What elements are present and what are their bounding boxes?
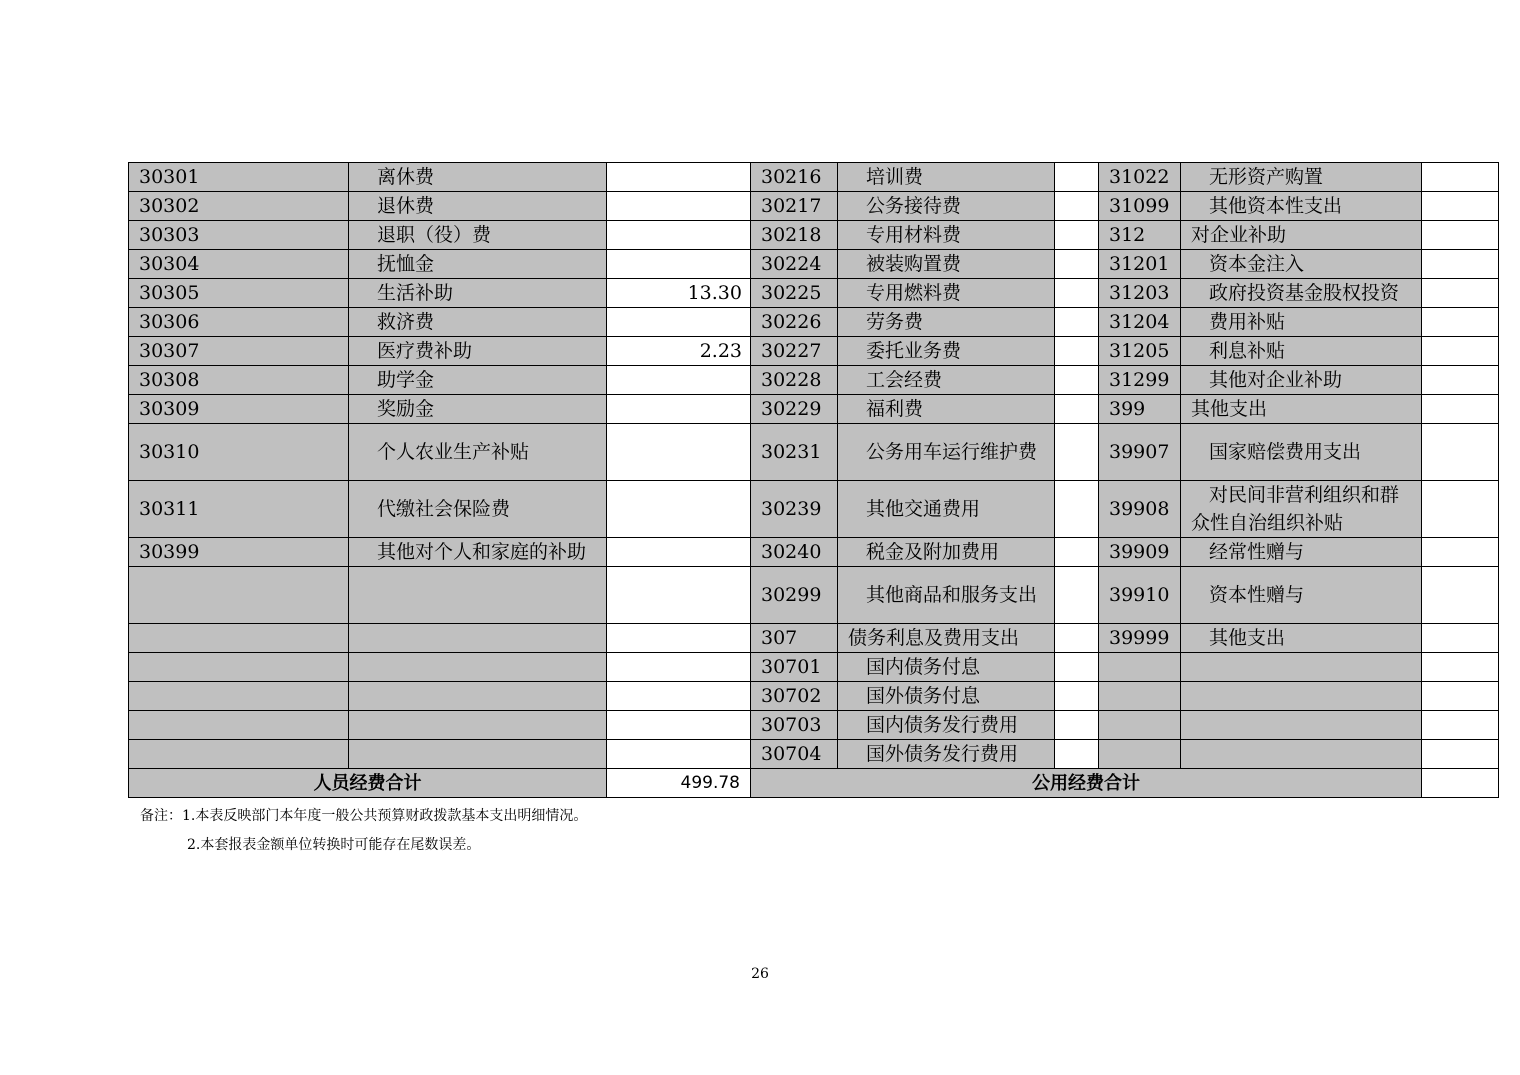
name-cell-2: 国外债务付息: [838, 682, 1055, 711]
value-cell-3: [1422, 366, 1499, 395]
table-row: [129, 308, 1499, 337]
code-cell-1: 30303: [129, 221, 349, 250]
name-cell-3: 资本性赠与: [1181, 567, 1422, 624]
code-cell-3: 31022: [1099, 163, 1181, 192]
code-cell-3: 31203: [1099, 279, 1181, 308]
code-cell-1: [129, 624, 349, 653]
personnel-total-label: 人员经费合计: [129, 769, 607, 798]
value-cell-3: [1422, 481, 1499, 538]
code-cell-3: [1099, 682, 1181, 711]
value-cell-1: [607, 221, 751, 250]
name-cell-2: 培训费: [838, 163, 1055, 192]
code-cell-2: 30225: [751, 279, 838, 308]
name-cell-2: 债务利息及费用支出: [838, 624, 1055, 653]
value-cell-2: [1055, 567, 1099, 624]
code-cell-3: 31099: [1099, 192, 1181, 221]
name-cell-2: 国内债务付息: [838, 653, 1055, 682]
code-cell-1: 30310: [129, 424, 349, 481]
code-cell-3: [1099, 653, 1181, 682]
code-cell-2: 30227: [751, 337, 838, 366]
code-cell-2: 30224: [751, 250, 838, 279]
table-row: [129, 366, 1499, 395]
code-cell-1: 30399: [129, 538, 349, 567]
value-cell-3: [1422, 682, 1499, 711]
table-row: [129, 538, 1499, 567]
name-cell-2: 税金及附加费用: [838, 538, 1055, 567]
value-cell-3: [1422, 395, 1499, 424]
value-cell-3: [1422, 567, 1499, 624]
value-cell-3: [1422, 279, 1499, 308]
name-cell-1: 抚恤金: [349, 250, 607, 279]
name-cell-2: 委托业务费: [838, 337, 1055, 366]
code-cell-1: 30305: [129, 279, 349, 308]
table-body: [129, 163, 1499, 769]
name-cell-1: 助学金: [349, 366, 607, 395]
value-cell-2: [1055, 624, 1099, 653]
code-cell-3: 39909: [1099, 538, 1181, 567]
table-row: [129, 279, 1499, 308]
value-cell-1: [607, 711, 751, 740]
code-cell-2: 30226: [751, 308, 838, 337]
code-cell-2: 30703: [751, 711, 838, 740]
code-cell-1: 30302: [129, 192, 349, 221]
value-cell-1: [607, 308, 751, 337]
name-cell-1: 其他对个人和家庭的补助: [349, 538, 607, 567]
value-cell-3: [1422, 163, 1499, 192]
table-row: [129, 653, 1499, 682]
code-cell-2: 30216: [751, 163, 838, 192]
note-line-1: 备注：1.本表反映部门本年度一般公共预算财政拨款基本支出明细情况。: [140, 808, 588, 824]
value-cell-3: [1422, 250, 1499, 279]
name-cell-2: 工会经费: [838, 366, 1055, 395]
code-cell-1: 30307: [129, 337, 349, 366]
code-cell-2: 30299: [751, 567, 838, 624]
name-cell-2: 公务接待费: [838, 192, 1055, 221]
value-cell-1: 13.30: [607, 279, 751, 308]
name-cell-3: [1181, 711, 1422, 740]
value-cell-2: [1055, 481, 1099, 538]
name-cell-1: [349, 624, 607, 653]
name-cell-3: [1181, 740, 1422, 769]
value-cell-3: [1422, 740, 1499, 769]
code-cell-1: [129, 567, 349, 624]
name-cell-2: 其他交通费用: [838, 481, 1055, 538]
public-total-label: 公用经费合计: [751, 769, 1422, 798]
value-cell-3: [1422, 424, 1499, 481]
name-cell-1: 医疗费补助: [349, 337, 607, 366]
name-cell-2: 福利费: [838, 395, 1055, 424]
name-cell-3: 经常性赠与: [1181, 538, 1422, 567]
code-cell-3: 31299: [1099, 366, 1181, 395]
code-cell-3: 312: [1099, 221, 1181, 250]
personnel-total-value: 499.78: [607, 769, 751, 798]
value-cell-3: [1422, 711, 1499, 740]
code-cell-3: [1099, 711, 1181, 740]
totals-row: [129, 769, 1499, 798]
value-cell-1: [607, 567, 751, 624]
name-cell-3: 国家赔偿费用支出: [1181, 424, 1422, 481]
code-cell-3: 39910: [1099, 567, 1181, 624]
code-cell-2: 30702: [751, 682, 838, 711]
code-cell-2: 30231: [751, 424, 838, 481]
value-cell-2: [1055, 163, 1099, 192]
value-cell-1: 2.23: [607, 337, 751, 366]
value-cell-3: [1422, 308, 1499, 337]
value-cell-3: [1422, 221, 1499, 250]
code-cell-2: 307: [751, 624, 838, 653]
table-row: [129, 221, 1499, 250]
code-cell-1: [129, 682, 349, 711]
code-cell-3: 39907: [1099, 424, 1181, 481]
value-cell-1: [607, 395, 751, 424]
name-cell-1: 个人农业生产补贴: [349, 424, 607, 481]
table-row: [129, 682, 1499, 711]
name-cell-1: 离休费: [349, 163, 607, 192]
code-cell-3: 39999: [1099, 624, 1181, 653]
value-cell-2: [1055, 366, 1099, 395]
table-row: [129, 567, 1499, 624]
code-cell-3: 31201: [1099, 250, 1181, 279]
table-row: [129, 624, 1499, 653]
name-cell-1: 退休费: [349, 192, 607, 221]
value-cell-2: [1055, 308, 1099, 337]
value-cell-3: [1422, 538, 1499, 567]
value-cell-1: [607, 192, 751, 221]
name-cell-3: 其他支出: [1181, 395, 1422, 424]
name-cell-3: 其他资本性支出: [1181, 192, 1422, 221]
code-cell-2: 30229: [751, 395, 838, 424]
value-cell-1: [607, 366, 751, 395]
code-cell-3: 31205: [1099, 337, 1181, 366]
value-cell-2: [1055, 279, 1099, 308]
code-cell-1: [129, 653, 349, 682]
code-cell-1: 30308: [129, 366, 349, 395]
name-cell-2: 专用材料费: [838, 221, 1055, 250]
value-cell-1: [607, 653, 751, 682]
value-cell-2: [1055, 538, 1099, 567]
value-cell-2: [1055, 711, 1099, 740]
code-cell-1: 30304: [129, 250, 349, 279]
name-cell-3: 其他支出: [1181, 624, 1422, 653]
table-row: [129, 163, 1499, 192]
table-row: [129, 711, 1499, 740]
name-cell-3: 费用补贴: [1181, 308, 1422, 337]
name-cell-3: 无形资产购置: [1181, 163, 1422, 192]
value-cell-1: [607, 740, 751, 769]
value-cell-1: [607, 481, 751, 538]
public-total-value: [1422, 769, 1499, 798]
name-cell-3: [1181, 653, 1422, 682]
code-cell-2: 30217: [751, 192, 838, 221]
value-cell-2: [1055, 653, 1099, 682]
value-cell-2: [1055, 740, 1099, 769]
table-row: [129, 481, 1499, 538]
name-cell-3: 对企业补助: [1181, 221, 1422, 250]
value-cell-2: [1055, 250, 1099, 279]
value-cell-1: [607, 424, 751, 481]
name-cell-1: [349, 682, 607, 711]
code-cell-1: [129, 711, 349, 740]
name-cell-1: [349, 653, 607, 682]
page-number: 26: [751, 966, 769, 982]
name-cell-3: 利息补贴: [1181, 337, 1422, 366]
code-cell-2: 30240: [751, 538, 838, 567]
name-cell-3: 资本金注入: [1181, 250, 1422, 279]
name-cell-2: 劳务费: [838, 308, 1055, 337]
value-cell-2: [1055, 682, 1099, 711]
name-cell-3: 政府投资基金股权投资: [1181, 279, 1422, 308]
code-cell-2: 30704: [751, 740, 838, 769]
name-cell-1: [349, 711, 607, 740]
value-cell-1: [607, 538, 751, 567]
name-cell-3: 对民间非营利组织和群众性自治组织补贴: [1181, 481, 1422, 538]
name-cell-2: 国内债务发行费用: [838, 711, 1055, 740]
value-cell-2: [1055, 424, 1099, 481]
name-cell-1: 生活补助: [349, 279, 607, 308]
code-cell-2: 30239: [751, 481, 838, 538]
code-cell-2: 30701: [751, 653, 838, 682]
name-cell-2: 公务用车运行维护费: [838, 424, 1055, 481]
name-cell-1: 救济费: [349, 308, 607, 337]
code-cell-3: 39908: [1099, 481, 1181, 538]
code-cell-2: 30218: [751, 221, 838, 250]
value-cell-3: [1422, 337, 1499, 366]
name-cell-3: [1181, 682, 1422, 711]
name-cell-2: 其他商品和服务支出: [838, 567, 1055, 624]
table-row: [129, 424, 1499, 481]
table-row: [129, 250, 1499, 279]
name-cell-1: 代缴社会保险费: [349, 481, 607, 538]
name-cell-2: 国外债务发行费用: [838, 740, 1055, 769]
value-cell-1: [607, 624, 751, 653]
name-cell-1: [349, 740, 607, 769]
code-cell-1: 30301: [129, 163, 349, 192]
value-cell-3: [1422, 653, 1499, 682]
name-cell-2: 专用燃料费: [838, 279, 1055, 308]
value-cell-2: [1055, 337, 1099, 366]
value-cell-3: [1422, 624, 1499, 653]
table-row: [129, 192, 1499, 221]
value-cell-3: [1422, 192, 1499, 221]
name-cell-1: [349, 567, 607, 624]
note-line-2: 2.本套报表金额单位转换时可能存在尾数误差。: [187, 837, 481, 853]
value-cell-2: [1055, 192, 1099, 221]
name-cell-1: 退职（役）费: [349, 221, 607, 250]
code-cell-1: [129, 740, 349, 769]
code-cell-3: 31204: [1099, 308, 1181, 337]
table-row: [129, 740, 1499, 769]
expenditure-table: [128, 162, 1499, 798]
name-cell-3: 其他对企业补助: [1181, 366, 1422, 395]
code-cell-1: 30311: [129, 481, 349, 538]
name-cell-1: 奖励金: [349, 395, 607, 424]
code-cell-1: 30306: [129, 308, 349, 337]
value-cell-2: [1055, 395, 1099, 424]
table-row: [129, 337, 1499, 366]
value-cell-2: [1055, 221, 1099, 250]
code-cell-1: 30309: [129, 395, 349, 424]
code-cell-2: 30228: [751, 366, 838, 395]
table-row: [129, 395, 1499, 424]
value-cell-1: [607, 163, 751, 192]
code-cell-3: 399: [1099, 395, 1181, 424]
value-cell-1: [607, 682, 751, 711]
name-cell-2: 被装购置费: [838, 250, 1055, 279]
code-cell-3: [1099, 740, 1181, 769]
value-cell-1: [607, 250, 751, 279]
